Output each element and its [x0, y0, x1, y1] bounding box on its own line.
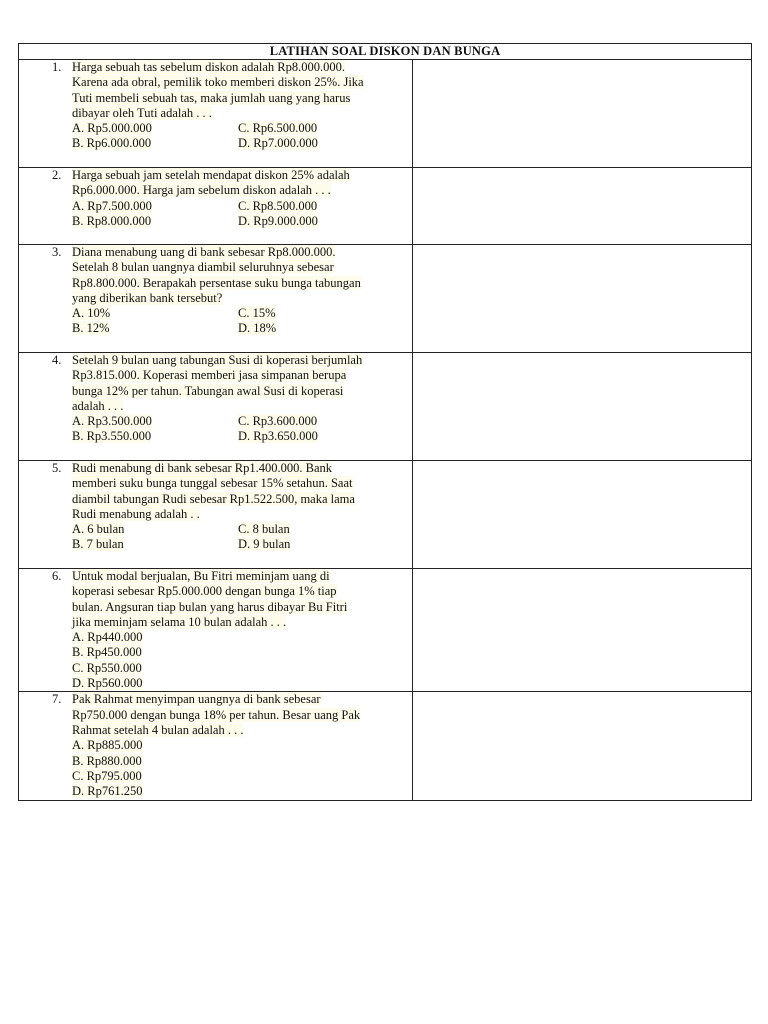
question-text: Harga sebuah tas sebelum diskon adalah Rp8.000.000. [72, 60, 345, 74]
question-text: Untuk modal berjualan, Bu Fitri meminjam uang di [72, 569, 330, 583]
question-cell [19, 461, 413, 569]
answer-option [72, 199, 238, 214]
answer-space-cell[interactable] [413, 60, 752, 168]
answer-option [238, 414, 404, 429]
answer-option [72, 522, 238, 537]
question-cell [19, 245, 413, 353]
question-number: 3. [52, 245, 62, 259]
answer-space-cell[interactable] [413, 353, 752, 461]
question-number: 2. [52, 168, 62, 182]
question-text-line [72, 692, 404, 707]
question-text-line [72, 353, 404, 368]
answer-option [72, 537, 238, 552]
answer-option [72, 214, 238, 229]
answer-option [72, 414, 238, 429]
title-row [19, 44, 752, 60]
question-text: jika meminjam selama 10 bulan adalah . . . [72, 614, 287, 629]
answer-options [72, 738, 404, 799]
answer-options [72, 199, 404, 230]
answer-option-text: C. Rp3.600.000 [238, 414, 318, 429]
question-text: Tuti membeli sebuah tas, maka jumlah uang yang harus [72, 90, 351, 105]
answer-option-text: B. Rp8.000.000 [72, 213, 152, 228]
answer-option-text: D. Rp3.650.000 [238, 429, 318, 444]
answer-option [72, 630, 404, 645]
question-body [72, 168, 412, 229]
answer-option-text: C. Rp795.000 [72, 768, 142, 783]
question-text: diambil tabungan Rudi sebesar Rp1.522.500, maka lama [72, 491, 355, 506]
question-body [72, 461, 412, 553]
question-text: Rp750.000 dengan bunga 18% per tahun. Besar uang Pak [72, 707, 361, 722]
question-row [19, 461, 752, 569]
question-cell [19, 60, 413, 168]
answer-option-text: C. Rp6.500.000 [238, 121, 318, 136]
question-text-line [72, 91, 404, 106]
answer-option-text: B. 12% [72, 321, 110, 336]
question-text: adalah . . . [72, 398, 124, 413]
answer-option [238, 214, 404, 229]
answer-option [238, 199, 404, 214]
answer-option-text: B. Rp450.000 [72, 645, 142, 660]
question-text: Rp8.800.000. Berapakah persentase suku bunga tabungan [72, 275, 361, 290]
answer-option [72, 645, 404, 660]
question-number: 5. [52, 461, 62, 475]
answer-option [238, 136, 404, 151]
answer-option-text: A. 10% [72, 306, 111, 321]
question-number: 6. [52, 569, 62, 583]
question-text-line [72, 245, 404, 260]
answer-option [72, 136, 238, 151]
answer-option-text: C. Rp550.000 [72, 660, 142, 675]
question-row [19, 692, 752, 801]
answer-option-text: A. Rp7.500.000 [72, 198, 152, 213]
question-row [19, 60, 752, 168]
answer-option [72, 676, 404, 691]
question-text: Diana menabung uang di bank sebesar Rp8.000.000. [72, 245, 336, 259]
question-text: Setelah 8 bulan uangnya diambil seluruhnya sebesar [72, 260, 334, 275]
question-text: yang diberikan bank tersebut? [72, 290, 223, 305]
question-number: 7. [52, 692, 62, 707]
answer-option [72, 306, 238, 321]
answer-option-text: B. Rp6.000.000 [72, 136, 152, 151]
question-text: bunga 12% per tahun. Tabungan awal Susi di koperasi [72, 383, 344, 398]
question-text-line [72, 461, 404, 476]
question-text-line [72, 183, 404, 198]
answer-option-text: C. 8 bulan [238, 522, 290, 537]
answer-option [72, 121, 238, 136]
question-text-line [72, 60, 404, 75]
answer-options [72, 522, 404, 553]
answer-option [72, 784, 404, 799]
question-text: memberi suku bunga tunggal sebesar 15% setahun. Saat [72, 476, 353, 491]
question-text-line [72, 615, 404, 630]
question-number: 4. [52, 353, 62, 367]
question-body [72, 353, 412, 445]
question-row [19, 168, 752, 245]
question-text-line [72, 260, 404, 275]
answer-options [72, 121, 404, 152]
question-cell [19, 353, 413, 461]
answer-option-text: D. 18% [238, 321, 277, 336]
question-text-line [72, 723, 404, 738]
question-text-line [72, 384, 404, 399]
answer-options [72, 306, 404, 337]
question-text: Harga sebuah jam setelah mendapat diskon 25% adalah [72, 168, 350, 182]
question-text-line [72, 276, 404, 291]
answer-option [72, 738, 404, 753]
answer-option-text: A. Rp440.000 [72, 630, 143, 645]
answer-option-text: A. Rp885.000 [72, 738, 143, 753]
answer-options [72, 414, 404, 445]
question-text-line [72, 368, 404, 383]
table-title: LATIHAN SOAL DISKON DAN BUNGA [19, 44, 752, 60]
question-text: bulan. Angsuran tiap bulan yang harus dibayar Bu Fitri [72, 599, 348, 614]
question-text: Setelah 9 bulan uang tabungan Susi di koperasi berjumlah [72, 353, 363, 367]
answer-option [72, 321, 238, 336]
answer-option-text: A. 6 bulan [72, 522, 125, 537]
answer-option [238, 121, 404, 136]
question-text: Rudi menabung adalah . . [72, 506, 200, 521]
question-cell [19, 569, 413, 692]
answer-option-text: D. Rp560.000 [72, 676, 143, 691]
answer-option-text: D. Rp761.250 [72, 784, 143, 799]
answer-space-cell[interactable] [413, 245, 752, 353]
answer-option [72, 769, 404, 784]
answer-space-cell[interactable] [413, 461, 752, 569]
answer-option [238, 537, 404, 552]
question-text: Rahmat setelah 4 bulan adalah . . . [72, 722, 244, 737]
question-body [72, 569, 412, 691]
question-row [19, 245, 752, 353]
question-cell [19, 168, 413, 245]
question-text-line [72, 291, 404, 306]
question-text-line [72, 708, 404, 723]
answer-space-cell[interactable] [413, 168, 752, 245]
answer-option [238, 429, 404, 444]
question-body [72, 692, 412, 799]
question-text: Karena ada obral, pemilik toko memberi diskon 25%. Jika [72, 75, 364, 90]
exercise-table [18, 43, 752, 801]
answer-option-text: B. Rp3.550.000 [72, 429, 152, 444]
answer-option-text: B. 7 bulan [72, 537, 124, 552]
question-row [19, 569, 752, 692]
question-text-line [72, 168, 404, 183]
question-body [72, 60, 412, 152]
answer-option-text: D. 9 bulan [238, 537, 291, 552]
question-text-line [72, 600, 404, 615]
answer-option-text: C. Rp8.500.000 [238, 198, 318, 213]
questions-body [19, 60, 752, 801]
answer-space-cell[interactable] [413, 692, 752, 801]
question-text-line [72, 569, 404, 584]
answer-option [238, 306, 404, 321]
question-text: Pak Rahmat menyimpan uangnya di bank sebesar [72, 692, 321, 707]
question-text: dibayar oleh Tuti adalah . . . [72, 105, 212, 120]
question-text-line [72, 584, 404, 599]
question-row [19, 353, 752, 461]
question-text-line [72, 399, 404, 414]
answer-option [238, 522, 404, 537]
question-text: Rp6.000.000. Harga jam sebelum diskon adalah . . . [72, 183, 331, 198]
answer-option [72, 429, 238, 444]
question-body [72, 245, 412, 337]
question-cell [19, 692, 413, 801]
question-text-line [72, 492, 404, 507]
question-text-line [72, 106, 404, 121]
answer-option-text: B. Rp880.000 [72, 753, 142, 768]
answer-option-text: D. Rp7.000.000 [238, 136, 318, 151]
answer-option [72, 661, 404, 676]
answer-option [238, 321, 404, 336]
answer-option-text: D. Rp9.000.000 [238, 213, 318, 228]
question-text-line [72, 75, 404, 90]
answer-option [72, 754, 404, 769]
question-number: 1. [52, 60, 62, 74]
answer-space-cell[interactable] [413, 569, 752, 692]
question-text-line [72, 507, 404, 522]
question-text: koperasi sebesar Rp5.000.000 dengan bunga 1% tiap [72, 584, 337, 599]
answer-options [72, 630, 404, 691]
answer-option-text: A. Rp3.500.000 [72, 414, 152, 429]
question-text-line [72, 476, 404, 491]
answer-option-text: C. 15% [238, 306, 276, 321]
question-text: Rp3.815.000. Koperasi memberi jasa simpanan berupa [72, 368, 347, 383]
answer-option-text: A. Rp5.000.000 [72, 121, 152, 136]
question-text: Rudi menabung di bank sebesar Rp1.400.000. Bank [72, 461, 333, 475]
